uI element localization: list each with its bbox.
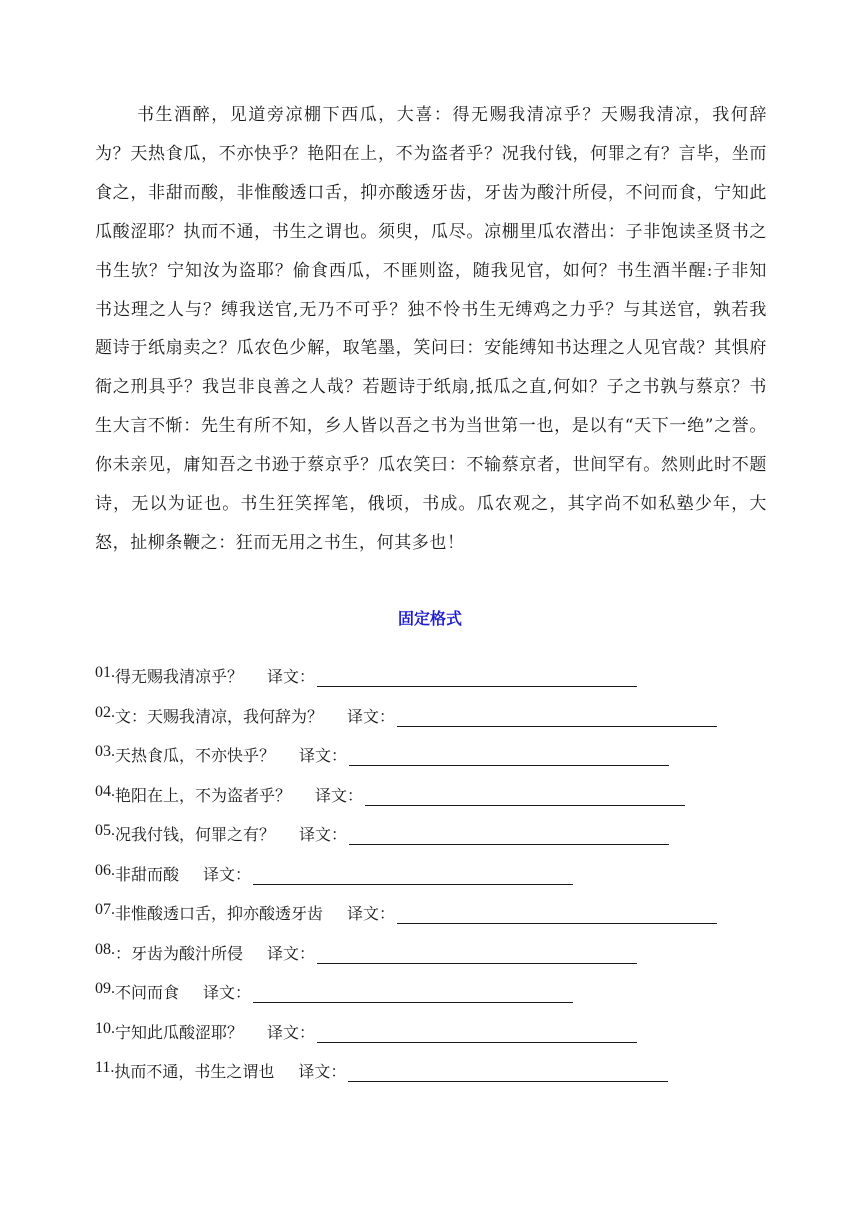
exercise-item [95, 1020, 795, 1060]
exercise-item [95, 783, 795, 823]
answer-blank[interactable] [348, 1059, 668, 1082]
answer-blank[interactable] [253, 980, 573, 1003]
exercise-number: 10. [95, 1019, 115, 1037]
exercise-prompt: 非惟酸透口舌，抑亦酸透牙齿 [115, 904, 324, 923]
exercise-number: 08. [95, 940, 115, 958]
translation-label: 译文： [347, 706, 396, 726]
exercise-number: 01. [95, 664, 115, 681]
exercise-number: 03. [95, 743, 115, 760]
answer-blank[interactable] [253, 862, 573, 885]
exercise-item [95, 980, 795, 1020]
answer-blank[interactable] [397, 704, 717, 727]
exercise-item [95, 941, 795, 981]
exercise-prompt: 非甜而酸 [115, 864, 180, 884]
answer-blank[interactable] [397, 901, 717, 924]
answer-blank[interactable] [365, 783, 685, 806]
exercise-number: 05. [95, 822, 115, 839]
translation-label: 译文： [267, 667, 316, 686]
exercise-item [95, 822, 795, 862]
exercise-prompt: 不问而食 [115, 983, 180, 1002]
translation-label: 译文： [267, 943, 316, 963]
exercise-prompt: 艳阳在上，不为盗者乎？ [115, 785, 292, 805]
answer-blank[interactable] [349, 822, 669, 845]
translation-label: 译文： [299, 825, 348, 844]
answer-blank[interactable] [317, 1020, 637, 1043]
exercise-prompt: 况我付钱，何罪之有？ [115, 825, 276, 844]
exercise-item [95, 664, 795, 704]
answer-blank[interactable] [349, 743, 669, 766]
exercise-number: 11. [95, 1059, 115, 1076]
exercise-number: 04. [95, 782, 115, 800]
answer-blank[interactable] [317, 664, 637, 687]
section-title: 固定格式 [397, 609, 462, 628]
exercise-prompt: 天热食瓜，不亦快乎？ [115, 746, 276, 765]
exercise-prompt: 执而不通，书生之谓也 [114, 1062, 275, 1081]
exercise-item [95, 862, 795, 902]
translation-label: 译文： [347, 904, 396, 923]
translation-label: 译文： [203, 983, 252, 1002]
translation-label: 译文： [315, 785, 364, 805]
translation-label: 译文： [298, 1062, 347, 1081]
exercise-number: 02. [95, 703, 115, 721]
exercise-number: 09. [95, 980, 115, 997]
classical-chinese-passage: 书生酒醉，见道旁凉棚下西瓜，大喜：得无赐我清凉乎？天赐我清凉，我何辞为？天热食瓜，不亦快乎？艳阳在上，不为盗者乎？况我付钱，何罪之有？言毕，坐而食之，非甜而酸，非惟酸透口舌，抑亦酸透牙齿，牙齿为酸汁所侵，不问而食，宁知此瓜酸涩耶？执而不通，书生之谓也。须臾，瓜尽。凉棚里瓜农潜出：子非饱读圣贤书之书生欤？宁知汝为盗耶？偷食西瓜，不匪则盗，随我见官，如何？书生酒半醒:子非知书达理之人与？缚我送官,无乃不可乎？独不怜书生无缚鸡之力乎？与其送官，孰若我题诗于纸扇卖之？瓜农色少解，取笔墨，笑问曰：安能缚知书达理之人见官哉？其惧府衙之刑具乎？我岂非良善之人哉？若题诗于纸扇,抵瓜之直,何如？子之书孰与蔡京？书生大言不惭：先生有所不知，乡人皆以吾之书为当世第一也，是以有“天下一绝”之誉。你未亲见，庸知吾之书逊于蔡京乎？瓜农笑曰：不输蔡京者，世间罕有。然则此时不题诗，无以为证也。书生狂笑挥笔，俄顷，书成。瓜农观之，其字尚不如私塾少年，大怒，扯柳条鞭之：狂而无用之书生，何其多也！ [95, 105, 767, 553]
exercise-item [95, 901, 795, 941]
exercise-prompt: ：牙齿为酸汁所侵 [115, 943, 244, 963]
exercise-number: 06. [95, 861, 115, 879]
exercise-number: 07. [95, 901, 115, 918]
translation-label: 译文： [299, 746, 348, 765]
exercise-list [95, 664, 795, 1099]
translation-label: 译文： [203, 864, 252, 884]
exercise-prompt: 文：天赐我清凉，我何辞为？ [115, 706, 324, 726]
exercise-item [95, 704, 795, 744]
exercise-prompt: 得无赐我清凉乎？ [115, 667, 244, 686]
exercise-prompt: 宁知此瓜酸涩耶？ [115, 1022, 244, 1042]
translation-label: 译文： [267, 1022, 316, 1042]
exercise-item [95, 743, 795, 783]
exercise-item [95, 1059, 795, 1099]
answer-blank[interactable] [317, 941, 637, 964]
